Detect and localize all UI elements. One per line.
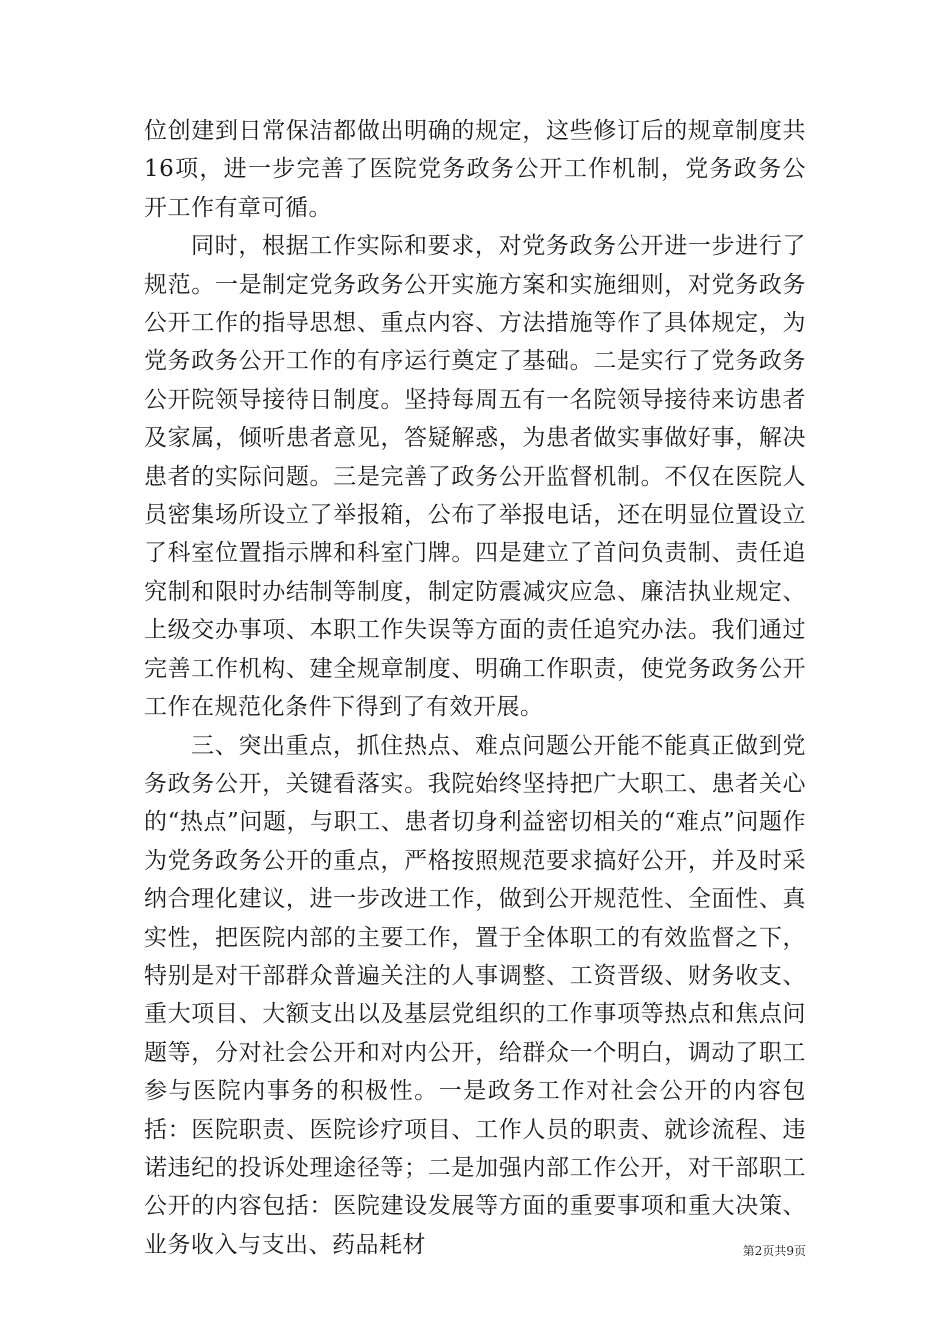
page-number-footer: 第2页共9页 [742, 1244, 806, 1258]
paragraph-key-points: 三、突出重点，抓住热点、难点问题公开能不能真正做到党务政务公开，关键看落实。我院始终坚持把广大职工、患者关心的“热点”问题，与职工、患者切身利益密切相关的“难点”问题作为党务政务公开的重点，严格按照规范要求搞好公开，并及时采纳合理化建议，进一步改进工作，做到公开规范性、全面性、真实性，把医院内部的主要工作，置于全体职工的有效监督之下，特别是对干部群众普遍关注的人事调整、工资晋级、财务收支、重大项目、大额支出以及基层党组织的工作事项等热点和焦点问题等，分对社会公开和对内公开，给群众一个明白，调动了职工参与医院内事务的积极性。一是政务工作对社会公开的内容包括：医院职责、医院诊疗项目、工作人员的职责、就诊流程、违诺违纪的投诉处理途径等；二是加强内部工作公开，对干部职工公开的内容包括：医院建设发展等方面的重要事项和重大决策、业务收入与支出、药品耗材 [144, 732, 806, 1258]
paragraph-continuation: 位创建到日常保洁都做出明确的规定，这些修订后的规章制度共16项，进一步完善了医院党务政务公开工作机制，党务政务公开工作有章可循。 [144, 118, 806, 221]
paragraph-standardization: 同时，根据工作实际和要求，对党务政务公开进一步进行了规范。一是制定党务政务公开实施方案和实施细则，对党务政务公开工作的指导思想、重点内容、方法措施等作了具体规定，为党务政务公开工作的有序运行奠定了基础。二是实行了党务政务公开院领导接待日制度。坚持每周五有一名院领导接待来访患者及家属，倾听患者意见，答疑解惑，为患者做实事做好事，解决患者的实际问题。三是完善了政务公开监督机制。不仅在医院人员密集场所设立了举报箱，公布了举报电话，还在明显位置设立了科室位置指示牌和科室门牌。四是建立了首问负责制、责任追究制和限时办结制等制度，制定防震减灾应急、廉洁执业规定、上级交办事项、本职工作失误等方面的责任追究办法。我们通过完善工作机构、建全规章制度、明确工作职责，使党务政务公开工作在规范化条件下得到了有效开展。 [144, 233, 806, 721]
document-body [144, 112, 806, 1264]
